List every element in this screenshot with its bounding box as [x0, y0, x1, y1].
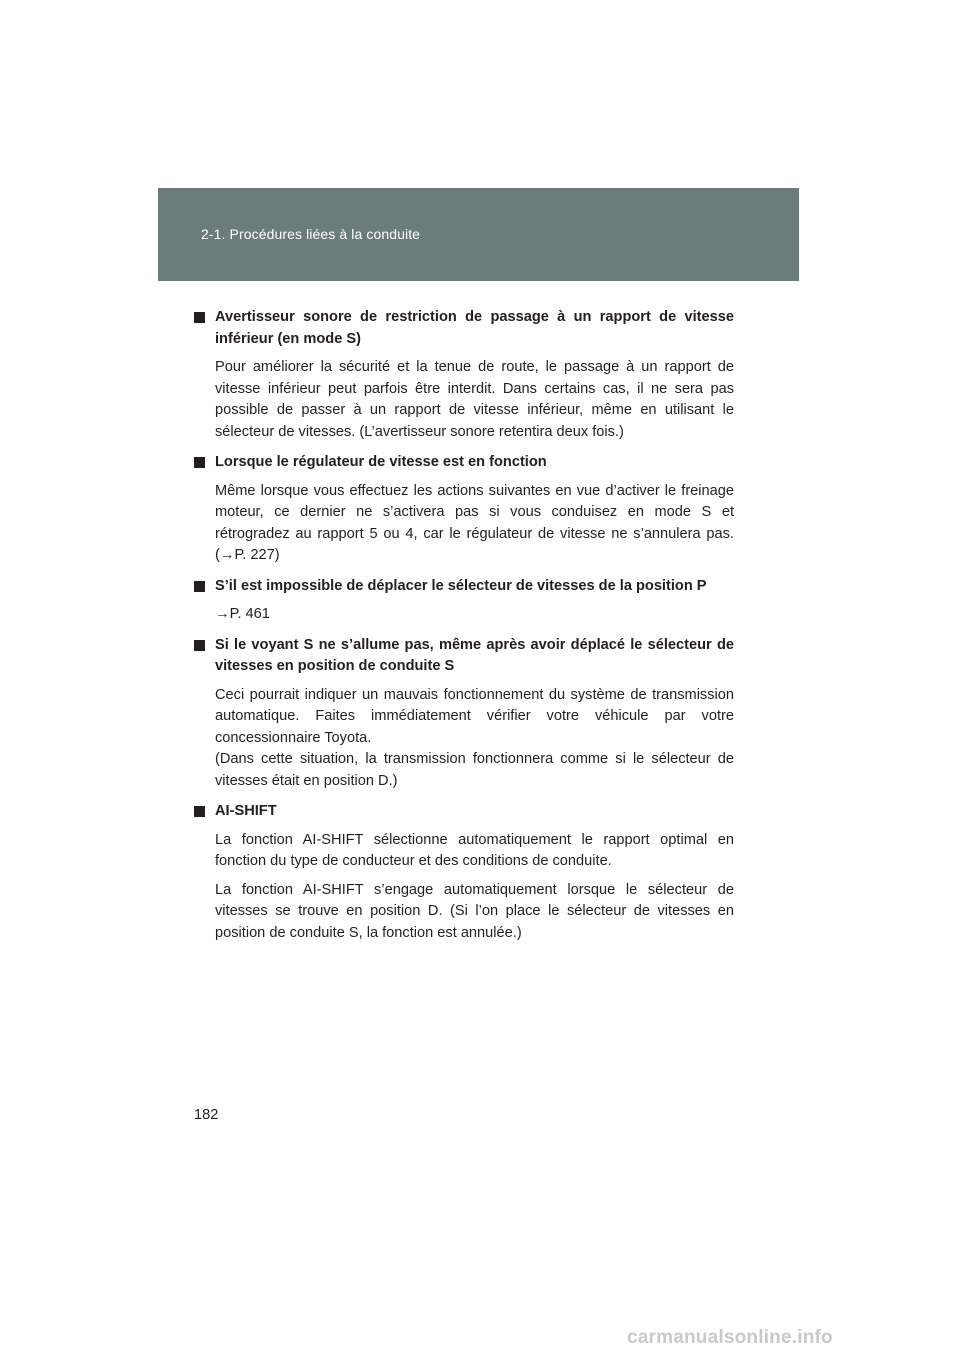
square-bullet-icon: [194, 312, 205, 323]
square-bullet-icon: [194, 581, 205, 592]
paragraph: La fonction AI-SHIFT s’engage automatiquement lorsque le sélecteur de vitesses se trouve en position D. (Si l’on place le sélecteur de vitesses en position de conduite S, la fonction est annulée.): [215, 881, 734, 941]
section-shift-lock: [194, 576, 734, 626]
square-bullet-icon: [194, 457, 205, 468]
page-number: 182: [194, 1107, 219, 1123]
section-title: 2-1. Procédures liées à la conduite: [201, 226, 421, 242]
watermark: carmanualsonline.info: [627, 1327, 833, 1348]
section-s-indicator: [194, 635, 734, 793]
paragraph: La fonction AI-SHIFT sélectionne automatiquement le rapport optimal en fonction du type de conducteur et des conditions de conduite.: [215, 831, 734, 869]
paragraph: Pour améliorer la sécurité et la tenue de route, le passage à un rapport de vitesse inférieur peut parfois être interdit. Dans certains cas, il ne sera pas possible de passer à un rapport de vitesse inférieur, même en utilisant le sélecteur de vitesses. (L’avertisseur sonore retentira deux fois.): [215, 359, 734, 440]
section-heading: AI-SHIFT: [194, 801, 734, 823]
section-heading: Si le voyant S ne s’allume pas, même après avoir déplacé le sélecteur de vitesses en position de conduite S: [194, 635, 734, 678]
square-bullet-icon: [194, 640, 205, 651]
section-heading: Lorsque le régulateur de vitesse est en fonction: [194, 452, 734, 474]
section-heading: S’il est impossible de déplacer le sélecteur de vitesses de la position P: [194, 576, 734, 598]
section-downshift-buzzer: [194, 307, 734, 443]
manual-content: [194, 307, 734, 944]
paragraph: (Dans cette situation, la transmission fonctionnera comme si le sélecteur de vitesses était en position D.): [215, 751, 734, 789]
section-cruise-control: [194, 452, 734, 567]
section-heading: Avertisseur sonore de restriction de passage à un rapport de vitesse inférieur (en mode S): [194, 307, 734, 350]
page-reference: →P. 461: [215, 606, 270, 622]
square-bullet-icon: [194, 806, 205, 817]
paragraph: Même lorsque vous effectuez les actions suivantes en vue d’activer le freinage moteur, ce dernier ne s’activera pas si vous conduisez en mode S et rétrogradez au rapport 5 ou 4, car le régulateur de vitesse ne s’annulera pas. (→P. 227): [215, 482, 734, 563]
paragraph: Ceci pourrait indiquer un mauvais fonctionnement du système de transmission automatique. Faites immédiatement vérifier votre véhicule par votre concessionnaire Toyota.: [215, 686, 734, 746]
section-ai-shift: [194, 801, 734, 944]
